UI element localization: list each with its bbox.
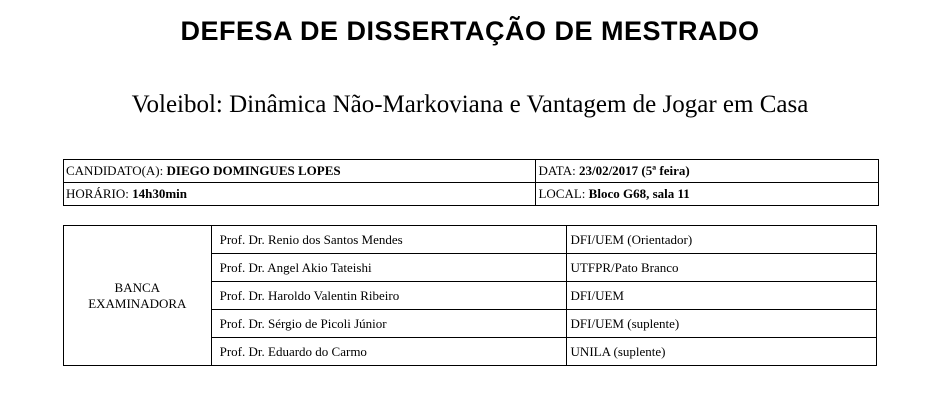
location-label: LOCAL: <box>538 186 586 201</box>
location-cell <box>536 183 879 206</box>
date-value: 23/02/2017 (5ª feira) <box>578 163 690 178</box>
candidate-cell <box>64 160 536 183</box>
date-label: DATA: <box>538 163 576 178</box>
document-title: DEFESA DE DISSERTAÇÃO DE MESTRADO <box>180 16 760 46</box>
member-name: Prof. Dr. Sérgio de Picoli Júnior <box>211 310 566 338</box>
board-label: BANCA EXAMINADORA <box>64 226 212 366</box>
member-institution: UNILA (suplente) <box>566 338 876 366</box>
member-name: Prof. Dr. Haroldo Valentin Ribeiro <box>211 282 566 310</box>
info-row <box>64 183 879 206</box>
date-cell <box>536 160 879 183</box>
member-institution: DFI/UEM <box>566 282 876 310</box>
examination-board-table <box>63 225 877 366</box>
candidate-name: DIEGO DOMINGUES LOPES <box>166 163 341 178</box>
member-name: Prof. Dr. Angel Akio Tateishi <box>211 254 566 282</box>
candidate-label: CANDIDATO(A): <box>66 163 164 178</box>
time-cell <box>64 183 536 206</box>
time-value: 14h30min <box>132 186 187 201</box>
defense-info-table <box>63 159 879 206</box>
dissertation-title: Voleibol: Dinâmica Não-Markoviana e Vantagem de Jogar em Casa <box>131 91 809 118</box>
time-label: HORÁRIO: <box>66 186 129 201</box>
info-row <box>64 160 879 183</box>
member-name: Prof. Dr. Renio dos Santos Mendes <box>211 226 566 254</box>
member-institution: DFI/UEM (Orientador) <box>566 226 876 254</box>
board-row <box>64 226 877 254</box>
location-value: Bloco G68, sala 11 <box>588 186 690 201</box>
member-institution: DFI/UEM (suplente) <box>566 310 876 338</box>
member-name: Prof. Dr. Eduardo do Carmo <box>211 338 566 366</box>
member-institution: UTFPR/Pato Branco <box>566 254 876 282</box>
